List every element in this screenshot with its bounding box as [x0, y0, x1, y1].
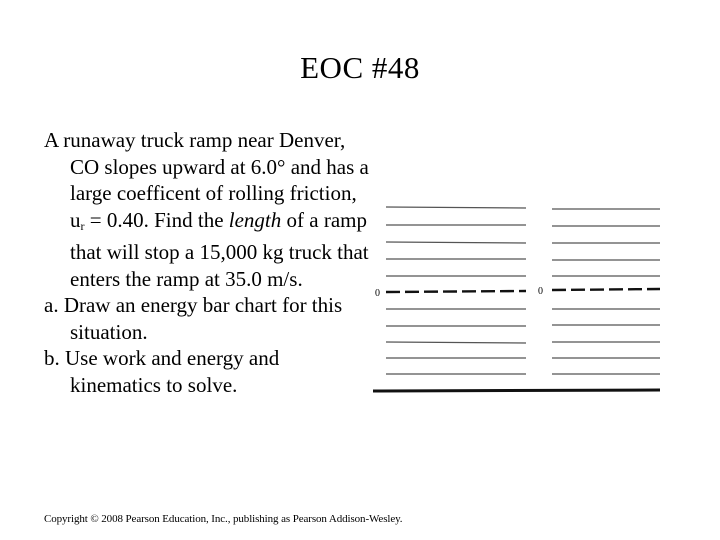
- worksheet-lines: [370, 190, 670, 405]
- left-zero-label: 0: [375, 288, 380, 299]
- left-grid-line: [386, 207, 526, 208]
- left-grid-line: [386, 242, 526, 243]
- friction-subscript: r: [80, 218, 85, 233]
- right-zero-label: 0: [538, 286, 543, 297]
- left-zero-line: [386, 291, 526, 292]
- copyright-footer: Copyright © 2008 Pearson Education, Inc., publishing as Pearson Addison-Wesley.: [44, 513, 403, 525]
- problem-intro-part2: = 0.40. Find the: [84, 207, 229, 232]
- problem-intro-part1: A runaway truck ramp near Denver, CO slopes upward at 6.0° and has a large coefficent of rolling friction, u: [44, 128, 369, 232]
- part-b: b. Use work and energy and kinematics to solve.: [44, 346, 280, 397]
- energy-bar-chart-worksheet: [370, 190, 670, 405]
- baseline: [373, 390, 660, 391]
- length-emphasis: length: [228, 207, 282, 232]
- part-a: a. Draw an energy bar chart for this situation.: [44, 293, 343, 344]
- problem-text: [44, 127, 374, 398]
- left-grid-line: [386, 342, 526, 343]
- problem-intro-part3: of a ramp that will stop a 15,000 kg truck that enters the ramp at 35.0 m/s.: [70, 207, 369, 291]
- right-zero-line: [552, 289, 660, 290]
- slide-title: EOC #48: [300, 50, 420, 85]
- problem-statement: [44, 127, 374, 292]
